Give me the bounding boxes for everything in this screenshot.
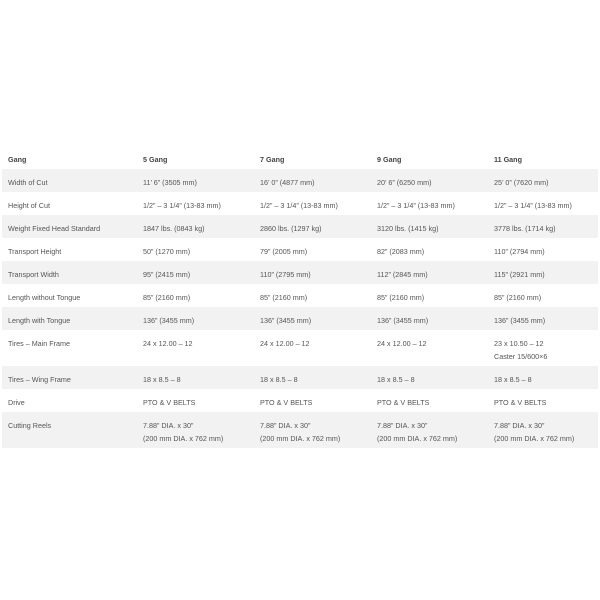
header-7-gang: 7 Gang xyxy=(260,155,285,164)
cell-text: 7.88” DIA. x 30” xyxy=(143,421,194,430)
cell-text: 18 x 8.5 – 8 xyxy=(377,375,415,384)
table-row xyxy=(2,307,598,330)
cell-text: 110” (2795 mm) xyxy=(260,270,311,279)
header-11-gang: 11 Gang xyxy=(494,155,522,164)
row-label: Transport Height xyxy=(8,247,62,256)
table-cell xyxy=(371,389,488,412)
table-row xyxy=(2,330,598,366)
cell-text: 11’ 6” (3505 mm) xyxy=(143,178,197,187)
table-row xyxy=(2,169,598,192)
table-cell xyxy=(254,169,371,192)
table-cell xyxy=(488,412,598,448)
cell-text: 85” (2160 mm) xyxy=(377,293,425,302)
cell-text: 24 x 12.00 – 12 xyxy=(377,339,427,348)
table-row xyxy=(2,366,598,389)
table-cell xyxy=(488,238,598,261)
cell-text: PTO & V BELTS xyxy=(143,398,196,407)
cell-text: 7.88” DIA. x 30” xyxy=(260,421,311,430)
row-label: Height of Cut xyxy=(8,201,50,210)
cell-text: 18 x 8.5 – 8 xyxy=(260,375,298,384)
header-9-gang: 9 Gang xyxy=(377,155,402,164)
cell-text: PTO & V BELTS xyxy=(260,398,313,407)
cell-text: 7.88” DIA. x 30” xyxy=(377,421,428,430)
table-cell xyxy=(254,215,371,238)
cell-text: 85” (2160 mm) xyxy=(260,293,308,302)
cell-text: 79” (2005 mm) xyxy=(260,247,308,256)
cell-text: 18 x 8.5 – 8 xyxy=(494,375,532,384)
table-cell xyxy=(488,330,598,366)
cell-text: 16’ 0” (4877 mm) xyxy=(260,178,315,187)
table-cell xyxy=(137,215,254,238)
cell-text: 7.88” DIA. x 30” xyxy=(494,421,545,430)
table-cell xyxy=(137,389,254,412)
cell-text: 24 x 12.00 – 12 xyxy=(143,339,193,348)
table-cell xyxy=(488,169,598,192)
table-cell xyxy=(137,238,254,261)
table-row xyxy=(2,389,598,412)
row-label: Length without Tongue xyxy=(8,293,81,302)
table-cell xyxy=(371,215,488,238)
table-cell xyxy=(254,307,371,330)
table-cell xyxy=(488,192,598,215)
table-cell xyxy=(371,284,488,307)
row-label: Length with Tongue xyxy=(8,316,71,325)
table-cell xyxy=(254,238,371,261)
cell-text: (200 mm DIA. x 762 mm) xyxy=(377,434,458,443)
row-label: Weight Fixed Head Standard xyxy=(8,224,101,233)
table-cell xyxy=(137,169,254,192)
table-cell xyxy=(137,192,254,215)
header-row xyxy=(2,146,598,169)
table-cell xyxy=(254,261,371,284)
cell-text: 1/2” – 3 1/4” (13-83 mm) xyxy=(377,201,455,210)
cell-text: 85” (2160 mm) xyxy=(143,293,191,302)
table-row xyxy=(2,192,598,215)
cell-text: 136” (3455 mm) xyxy=(260,316,312,325)
table-cell xyxy=(371,307,488,330)
cell-text: 20’ 6” (6250 mm) xyxy=(377,178,432,187)
table-cell xyxy=(137,307,254,330)
cell-text: 1847 lbs. (0843 kg) xyxy=(143,224,205,233)
header-5-gang: 5 Gang xyxy=(143,155,168,164)
table-cell xyxy=(371,192,488,215)
row-label: Tires – Wing Frame xyxy=(8,375,71,384)
cell-text: 18 x 8.5 – 8 xyxy=(143,375,181,384)
table-cell xyxy=(371,412,488,448)
cell-text: 23 x 10.50 – 12 xyxy=(494,339,544,348)
table-cell xyxy=(488,284,598,307)
cell-text: PTO & V BELTS xyxy=(377,398,430,407)
cell-text: 2860 lbs. (1297 kg) xyxy=(260,224,322,233)
table-row xyxy=(2,261,598,284)
table-cell xyxy=(488,389,598,412)
cell-text: 136” (3455 mm) xyxy=(494,316,546,325)
cell-text: (200 mm DIA. x 762 mm) xyxy=(260,434,341,443)
row-label: Drive xyxy=(8,398,25,407)
table-cell xyxy=(137,261,254,284)
table-row xyxy=(2,238,598,261)
table-cell xyxy=(254,192,371,215)
cell-text: 112” (2845 mm) xyxy=(377,270,428,279)
table-cell xyxy=(488,215,598,238)
table-cell xyxy=(371,169,488,192)
cell-text: Caster 15/600×6 xyxy=(494,352,548,361)
table-cell xyxy=(371,330,488,366)
table-cell xyxy=(371,238,488,261)
table-cell xyxy=(137,284,254,307)
table-cell xyxy=(488,261,598,284)
cell-text: 3120 lbs. (1415 kg) xyxy=(377,224,439,233)
cell-text: (200 mm DIA. x 762 mm) xyxy=(143,434,224,443)
table-cell xyxy=(137,412,254,448)
table-cell xyxy=(371,366,488,389)
table-header xyxy=(2,146,598,169)
table-row xyxy=(2,284,598,307)
cell-text: 25’ 0” (7620 mm) xyxy=(494,178,549,187)
cell-text: 1/2” – 3 1/4” (13-83 mm) xyxy=(494,201,572,210)
table-body xyxy=(2,169,598,448)
cell-text: 3778 lbs. (1714 kg) xyxy=(494,224,556,233)
cell-text: 85” (2160 mm) xyxy=(494,293,542,302)
row-label: Width of Cut xyxy=(8,178,48,187)
table-cell xyxy=(254,412,371,448)
header-gang: Gang xyxy=(8,155,27,164)
table-cell xyxy=(254,284,371,307)
cell-text: 50” (1270 mm) xyxy=(143,247,191,256)
cell-text: 82” (2083 mm) xyxy=(377,247,425,256)
table-cell xyxy=(254,330,371,366)
cell-text: 24 x 12.00 – 12 xyxy=(260,339,310,348)
table-cell xyxy=(371,261,488,284)
table-cell xyxy=(137,366,254,389)
table-cell xyxy=(254,366,371,389)
cell-text: 1/2” – 3 1/4” (13-83 mm) xyxy=(143,201,221,210)
cell-text: 115” (2921 mm) xyxy=(494,270,545,279)
row-label: Cutting Reels xyxy=(8,421,52,430)
table-cell xyxy=(254,389,371,412)
cell-text: PTO & V BELTS xyxy=(494,398,547,407)
spec-table xyxy=(2,146,598,448)
row-label: Tires – Main Frame xyxy=(8,339,71,348)
cell-text: 136” (3455 mm) xyxy=(377,316,429,325)
table-cell xyxy=(137,330,254,366)
cell-text: (200 mm DIA. x 762 mm) xyxy=(494,434,575,443)
cell-text: 1/2” – 3 1/4” (13-83 mm) xyxy=(260,201,338,210)
table-cell xyxy=(488,307,598,330)
cell-text: 95” (2415 mm) xyxy=(143,270,191,279)
table-cell xyxy=(488,366,598,389)
cell-text: 136” (3455 mm) xyxy=(143,316,195,325)
table-row xyxy=(2,412,598,448)
cell-text: 110” (2794 mm) xyxy=(494,247,545,256)
row-label: Transport Width xyxy=(8,270,59,279)
table-row xyxy=(2,215,598,238)
